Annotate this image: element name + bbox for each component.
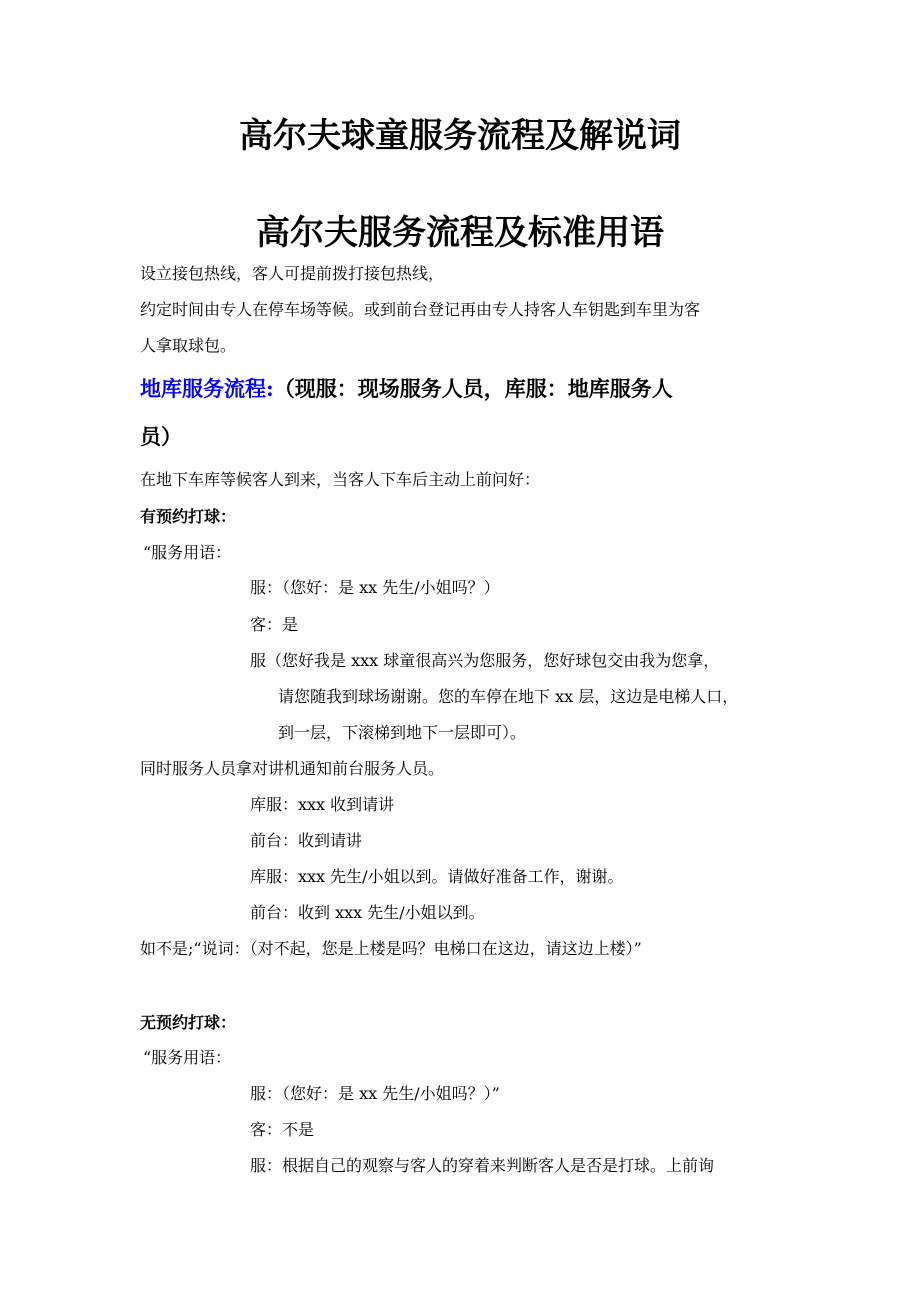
booked-dialog-line: 服：（您好：是 xx 先生/小姐吗？） [250, 578, 500, 597]
booked-dialog-line: 客：是 [250, 615, 299, 634]
booked-label: 有预约打球： [140, 507, 237, 526]
if-not-line: 如不是;“说词：（对不起，您是上楼是吗？电梯口在这边，请这边上楼）” [140, 939, 642, 958]
booked-dialog-line: 服（您好我是 xxx 球童很高兴为您服务，您好球包交由我为您拿， [250, 651, 720, 670]
section-heading-note: （现服：现场服务人员，库服：地库服务人 [273, 376, 673, 401]
radio-line: 库服：xxx 先生/小姐以到。请做好准备工作，谢谢。 [250, 867, 624, 886]
unbooked-phrase-label: “服务用语： [143, 1048, 232, 1067]
booked-phrase-label: “服务用语： [143, 543, 232, 562]
booked-dialog-line: 请您随我到球场谢谢。您的车停在地下 xx 层，这边是电梯人口， [278, 687, 739, 706]
booked-dialog-line: 到一层，下滚梯到地下一层即可）。 [278, 723, 527, 742]
unbooked-dialog-line: 服：（您好：是 xx 先生/小姐吗？）” [250, 1084, 500, 1103]
unbooked-dialog-line: 服：根据自己的观察与客人的穿着来判断客人是否是打球。上前询 [250, 1156, 715, 1175]
paragraph-wait: 在地下车库等候客人到来，当客人下车后主动上前问好： [140, 470, 541, 489]
radio-line: 库服：xxx 收到请讲 [250, 795, 395, 814]
notify-line: 同时服务人员拿对讲机通知前台服务人员。 [140, 759, 445, 778]
section-heading-continued: 员） [140, 424, 182, 449]
intro-line-3: 人拿取球包。 [140, 336, 237, 355]
radio-line: 前台：收到 xxx 先生/小姐以到。 [250, 903, 485, 922]
document-title: 高尔夫球童服务流程及解说词 [239, 116, 681, 156]
section-heading-title: 地库服务流程: [140, 376, 274, 401]
intro-line-1: 设立接包热线，客人可提前拨打接包热线， [140, 264, 445, 283]
unbooked-dialog-line: 客：不是 [250, 1120, 315, 1139]
intro-line-2: 约定时间由专人在停车场等候。或到前台登记再由专人持客人车钥匙到车里为客 [140, 300, 701, 319]
unbooked-label: 无预约打球： [140, 1013, 237, 1032]
radio-line: 前台：收到请讲 [250, 831, 363, 850]
section-heading [140, 375, 673, 403]
document-subtitle: 高尔夫服务流程及标准用语 [256, 213, 664, 253]
